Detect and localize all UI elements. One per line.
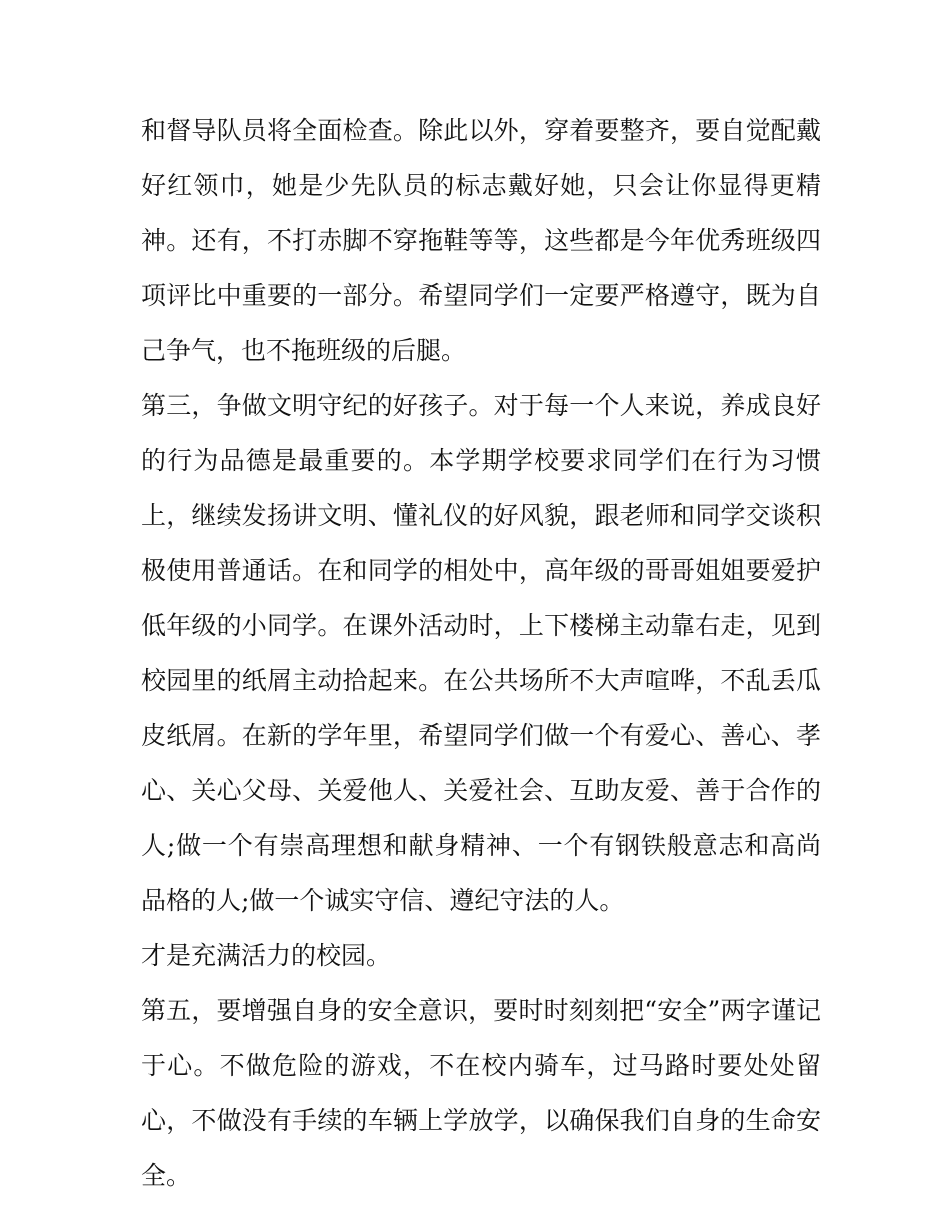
text-line: 己争气，也不拖班级的后腿。	[141, 336, 467, 365]
text-line: 好红领巾，她是少先队员的标志戴好她，只会让你显得更精	[141, 171, 821, 200]
document-body	[141, 110, 821, 1210]
text-line: 的行为品德是最重要的。本学期学校要求同学们在行为习惯	[141, 446, 821, 475]
text-line: 品格的人;做一个诚实守信、遵纪守法的人。	[141, 886, 625, 915]
text-line: 和督导队员将全面检查。除此以外，穿着要整齐，要自觉配戴	[141, 116, 821, 145]
text-line: 项评比中重要的一部分。希望同学们一定要严格遵守，既为自	[141, 281, 821, 310]
text-line: 人;做一个有崇高理想和献身精神、一个有钢铁般意志和高尚	[141, 831, 821, 860]
text-line: 全。	[141, 1161, 192, 1190]
text-line: 第三，争做文明守纪的好孩子。对于每一个人来说，养成良好	[141, 391, 821, 420]
text-line: 上，继续发扬讲文明、懂礼仪的好风貌，跟老师和同学交谈积	[141, 501, 821, 530]
text-line: 皮纸屑。在新的学年里，希望同学们做一个有爱心、善心、孝	[141, 721, 821, 750]
text-line: 低年级的小同学。在课外活动时，上下楼梯主动靠右走，见到	[141, 611, 821, 640]
text-line: 极使用普通话。在和同学的相处中，高年级的哥哥姐姐要爱护	[141, 556, 821, 585]
text-line: 才是充满活力的校园。	[141, 941, 392, 970]
text-line: 校园里的纸屑主动拾起来。在公共场所不大声喧哗，不乱丢瓜	[141, 666, 821, 695]
text-line: 第五，要增强自身的安全意识，要时时刻刻把“安全”两字谨记	[141, 996, 821, 1025]
text-line: 心、关心父母、关爱他人、关爱社会、互助友爱、善于合作的	[141, 776, 821, 805]
text-line: 心，不做没有手续的车辆上学放学，以确保我们自身的生命安	[141, 1106, 821, 1135]
text-line: 于心。不做危险的游戏，不在校内骑车，过马路时要处处留	[141, 1051, 821, 1080]
text-line: 神。还有，不打赤脚不穿拖鞋等等，这些都是今年优秀班级四	[141, 226, 821, 255]
